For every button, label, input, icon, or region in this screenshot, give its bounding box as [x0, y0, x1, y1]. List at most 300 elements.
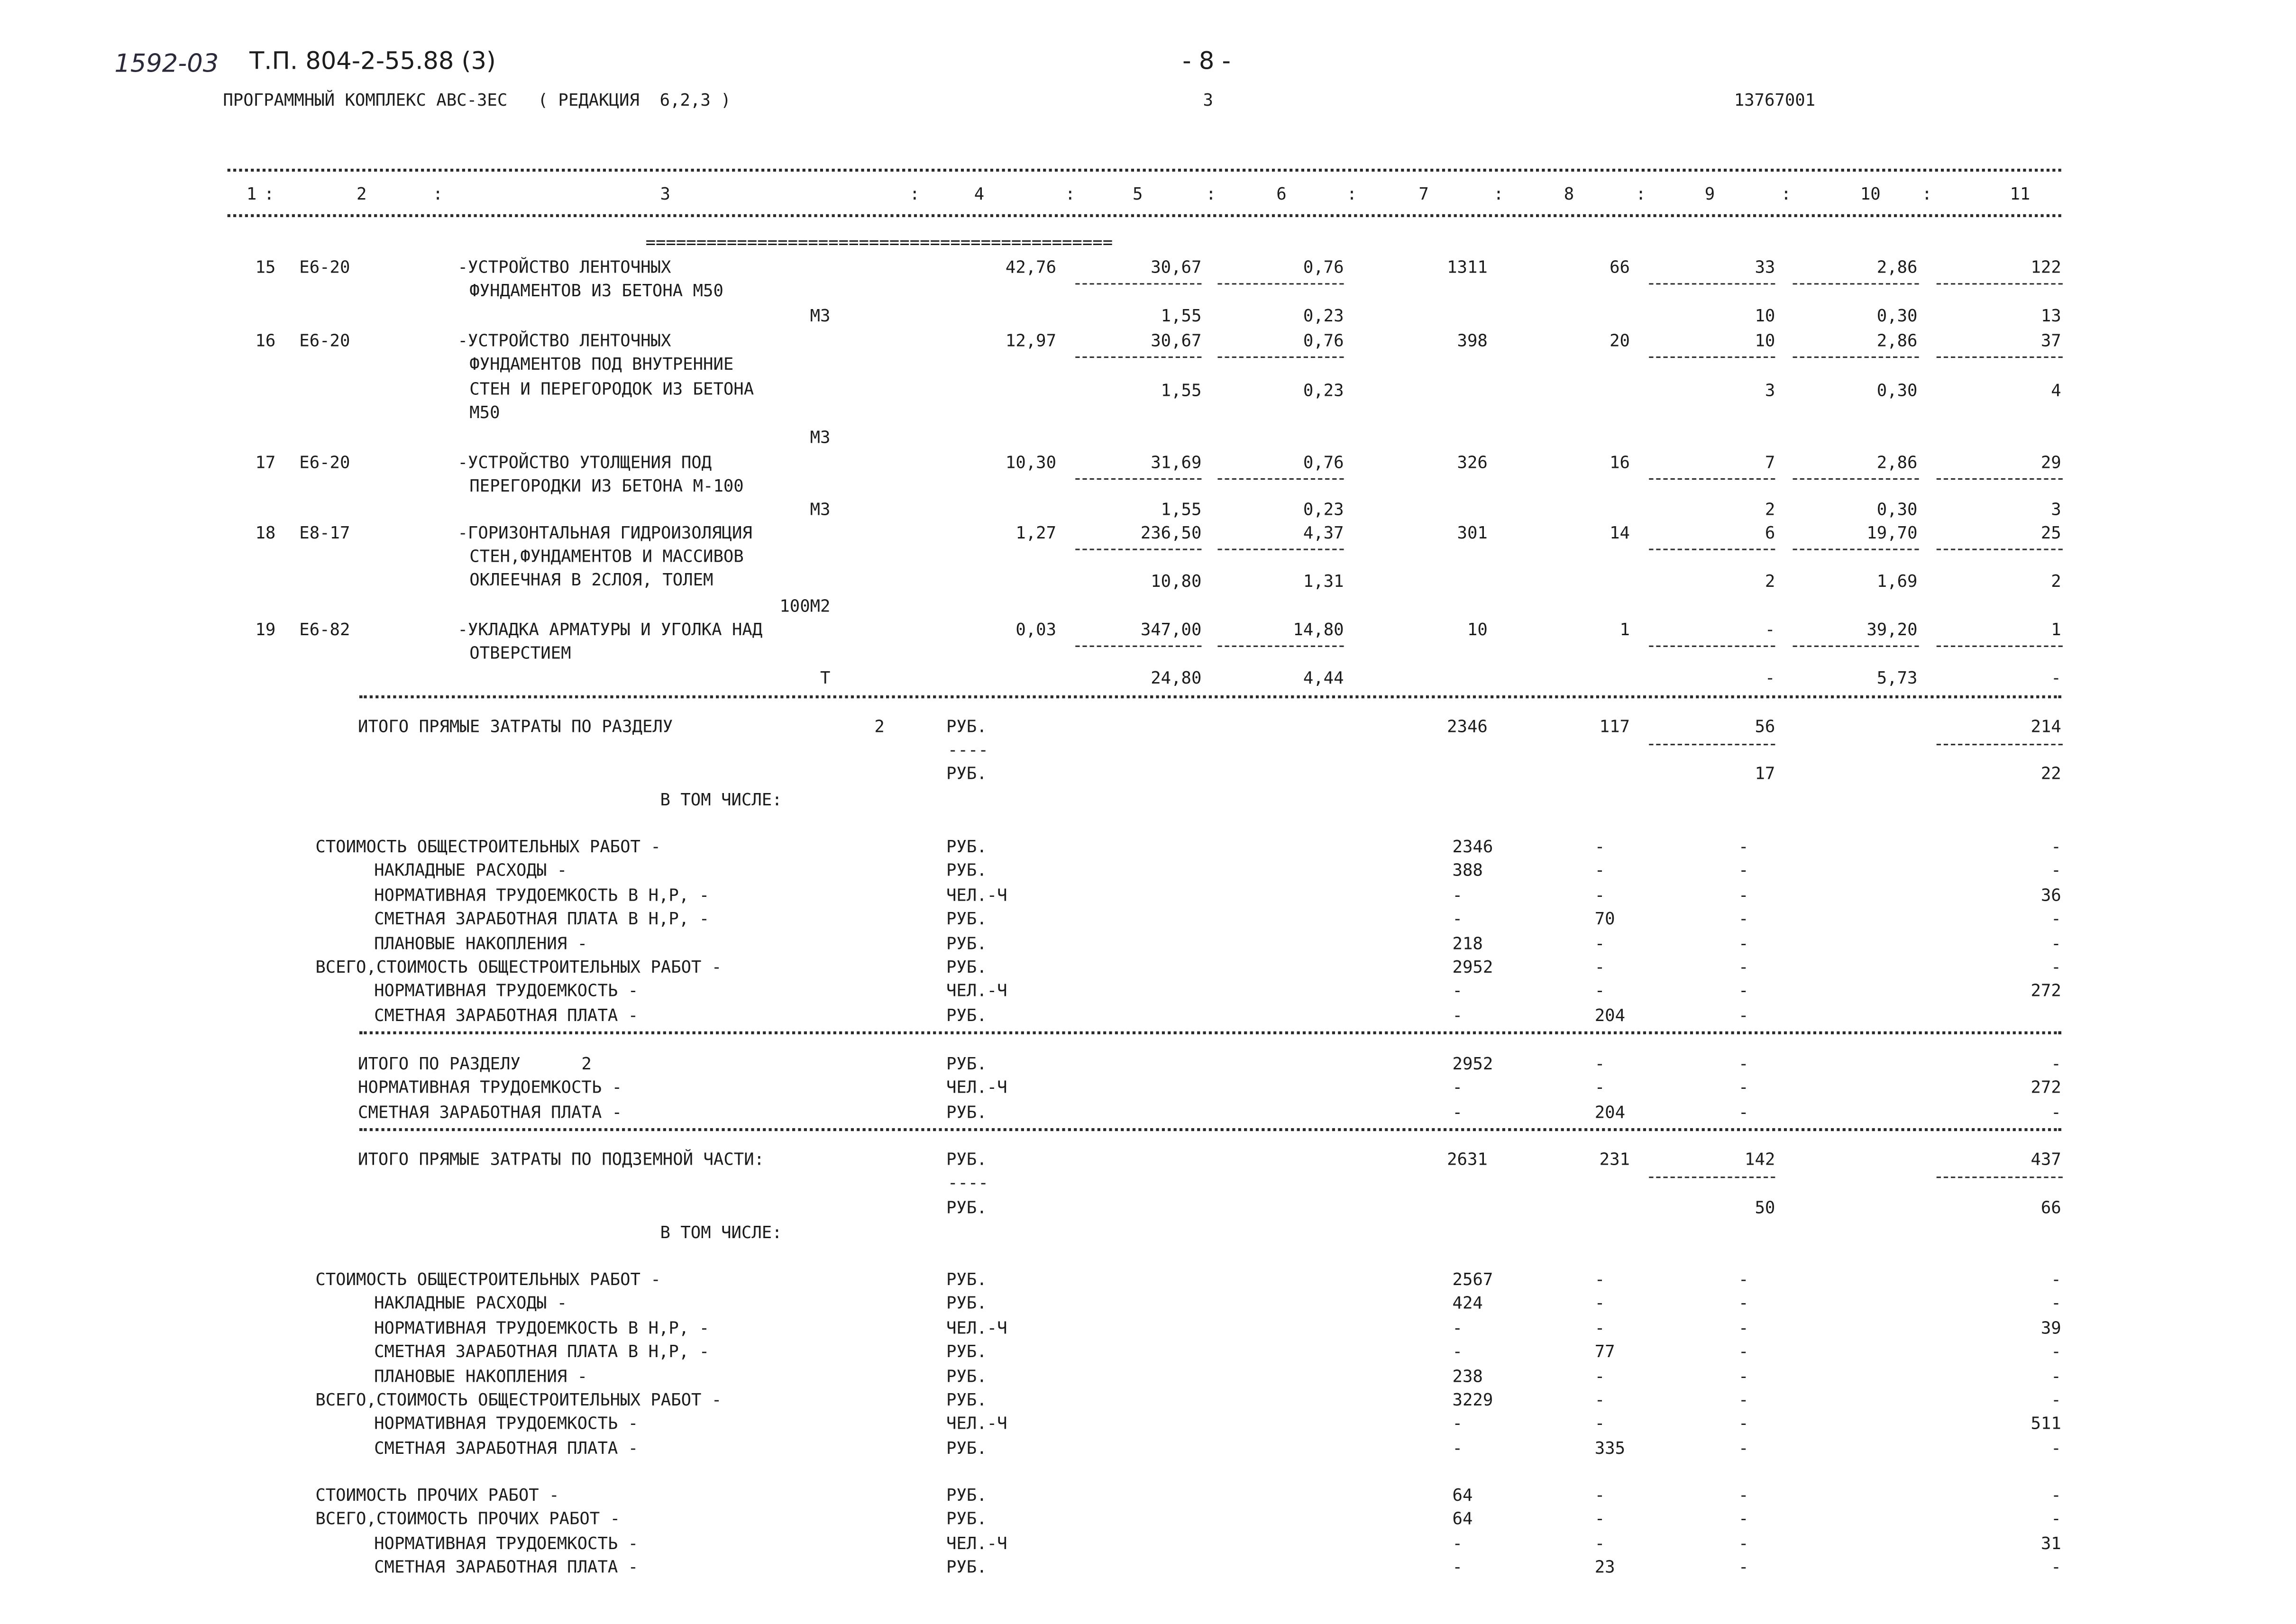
- item-labor-rate: 2,86: [1876, 330, 1918, 351]
- unit-label: РУБ.: [946, 716, 987, 737]
- summary-wage: -: [1594, 1533, 1605, 1553]
- summary-machine: -: [1738, 1341, 1749, 1362]
- summary-label: СМЕТНАЯ ЗАРАБОТНАЯ ПЛАТА -: [374, 1437, 639, 1458]
- summary-unit: РУБ.: [946, 932, 987, 953]
- summary-machine: -: [1738, 860, 1749, 881]
- summary-label: ПЛАНОВЫЕ НАКОПЛЕНИЯ -: [374, 1365, 588, 1386]
- summary-wage: 23: [1594, 1557, 1615, 1578]
- item-description: ОКЛЕЕЧНАЯ В 2СЛОЯ, ТОЛЕМ: [469, 569, 713, 590]
- summary-label: НОРМАТИВНАЯ ТРУДОЕМКОСТЬ В Н,Р, -: [374, 1317, 710, 1338]
- item-total-cost: 1311: [1447, 256, 1488, 277]
- item-machine-cost: 33: [1755, 256, 1775, 277]
- summary-cost: 388: [1452, 860, 1483, 881]
- subtotal-dash: [1075, 548, 1201, 550]
- total-wage: 231: [1599, 1149, 1630, 1169]
- summary-label: НОРМАТИВНАЯ ТРУДОЕМКОСТЬ -: [374, 1413, 639, 1434]
- summary-wage: -: [1594, 1317, 1605, 1338]
- item-quantity: 0,03: [1015, 619, 1057, 640]
- summary-unit: РУБ.: [946, 836, 987, 857]
- rule: [228, 169, 2061, 172]
- item-total-wage: 1: [1619, 619, 1630, 640]
- summary-unit: ЧЕЛ.-Ч: [946, 1077, 1007, 1098]
- underground-total-title: ИТОГО ПРЯМЫЕ ЗАТРАТЫ ПО ПОДЗЕМНОЙ ЧАСТИ:: [358, 1149, 765, 1169]
- summary-labor: 272: [2031, 1077, 2061, 1098]
- summary-wage: 70: [1594, 908, 1615, 929]
- total-machine: 142: [1745, 1149, 1775, 1169]
- summary-label: СМЕТНАЯ ЗАРАБОТНАЯ ПЛАТА -: [374, 1557, 639, 1578]
- item-number: 18: [255, 522, 276, 543]
- summary-labor: -: [2051, 1389, 2061, 1410]
- summary-unit: РУБ.: [946, 860, 987, 881]
- summary-label: СМЕТНАЯ ЗАРАБОТНАЯ ПЛАТА -: [358, 1101, 622, 1122]
- item-total-cost: 398: [1457, 330, 1488, 351]
- summary-unit: ЧЕЛ.-Ч: [946, 980, 1007, 1001]
- item-quantity: 12,97: [1005, 330, 1057, 351]
- summary-labor: -: [2051, 908, 2061, 929]
- item-machine-wage: 2: [1765, 570, 1775, 592]
- column-number: 8: [1564, 183, 1574, 204]
- subtotal-dash: [1649, 744, 1775, 745]
- summary-wage: -: [1594, 1293, 1605, 1314]
- code-right: 13767001: [1734, 89, 1816, 110]
- item-unit: 100М2: [779, 595, 831, 616]
- section-total-title: ИТОГО ПРЯМЫЕ ЗАТРАТЫ ПО РАЗДЕЛУ: [358, 716, 673, 737]
- column-number: 5: [1132, 183, 1143, 204]
- rule: [228, 214, 2061, 217]
- summary-wage: -: [1594, 1413, 1605, 1434]
- item-description: -УСТРОЙСТВО ЛЕНТОЧНЫХ: [457, 330, 671, 351]
- summary-machine: -: [1738, 908, 1749, 929]
- total-cost: 2631: [1447, 1149, 1488, 1169]
- item-total-wage: 16: [1610, 452, 1630, 473]
- subtotal-dash: [1649, 1177, 1775, 1178]
- column-number: 10: [1860, 183, 1881, 204]
- column-separator: :: [1493, 183, 1504, 204]
- subtotal-dash: [1075, 283, 1201, 284]
- item-description: ФУНДАМЕНТОВ ИЗ БЕТОНА М50: [469, 280, 723, 301]
- summary-unit: РУБ.: [946, 1269, 987, 1290]
- summary-wage: 77: [1594, 1341, 1615, 1362]
- subtotal-dash: [1075, 646, 1201, 647]
- item-machine-cost: 10: [1755, 330, 1775, 351]
- summary-labor: -: [2051, 1053, 2061, 1074]
- page-number: - 8 -: [1182, 47, 1231, 75]
- summary-label: СТОИМОСТЬ ПРОЧИХ РАБОТ -: [315, 1485, 559, 1505]
- item-code: Е6-20: [299, 256, 350, 277]
- summary-machine: -: [1738, 1101, 1749, 1122]
- subtotal-dash: [1217, 356, 1344, 358]
- summary-unit: РУБ.: [946, 1341, 987, 1362]
- subtotal-dash: [1217, 548, 1344, 550]
- total-machine-wage: 50: [1755, 1197, 1775, 1218]
- item-labor-total: 29: [2040, 452, 2061, 473]
- total-labor: 214: [2031, 716, 2061, 737]
- column-separator: :: [1636, 183, 1646, 204]
- summary-wage: -: [1594, 1508, 1605, 1530]
- item-unit-cost-machine: 1,55: [1161, 305, 1202, 326]
- item-unit-cost-machine: 24,80: [1151, 667, 1202, 688]
- summary-cost: 2567: [1452, 1269, 1493, 1290]
- summary-cost: -: [1452, 1557, 1463, 1578]
- item-labor-rate-machine: 1,69: [1876, 570, 1918, 592]
- item-machine-cost: 7: [1765, 452, 1775, 473]
- summary-wage: 335: [1594, 1437, 1626, 1458]
- item-quantity: 10,30: [1005, 452, 1057, 473]
- item-machine-wage: -: [1765, 667, 1775, 688]
- total-labor: 437: [2031, 1149, 2061, 1169]
- summary-machine: -: [1738, 1317, 1749, 1338]
- item-number: 17: [255, 452, 276, 473]
- column-separator: :: [1781, 183, 1792, 204]
- item-labor-rate: 2,86: [1876, 256, 1918, 277]
- code-left: 3: [1203, 89, 1213, 110]
- summary-labor: 39: [2040, 1317, 2061, 1338]
- item-code: Е6-82: [299, 619, 350, 640]
- subtotal-dash: [1649, 478, 1775, 480]
- subtotal-dash: [1793, 283, 1919, 284]
- summary-cost: 424: [1452, 1293, 1483, 1314]
- column-separator: :: [1065, 183, 1076, 204]
- subtotal-dash: [1793, 478, 1919, 480]
- column-number: 6: [1276, 183, 1287, 204]
- summary-cost: 64: [1452, 1508, 1473, 1530]
- summary-wage: 204: [1594, 1004, 1626, 1025]
- subtotal-dash: [1217, 646, 1344, 647]
- item-total-cost: 301: [1457, 522, 1488, 543]
- item-unit-wage: 4,37: [1303, 522, 1344, 543]
- summary-machine: -: [1738, 1389, 1749, 1410]
- summary-label: ИТОГО ПО РАЗДЕЛУ 2: [358, 1053, 592, 1074]
- summary-unit: РУБ.: [946, 1557, 987, 1578]
- subtotal-dash: [1937, 548, 2063, 550]
- summary-machine: -: [1738, 980, 1749, 1001]
- summary-cost: -: [1452, 1437, 1463, 1458]
- summary-labor: -: [2051, 1508, 2061, 1530]
- summary-machine: -: [1738, 1508, 1749, 1530]
- summary-machine: -: [1738, 1365, 1749, 1386]
- unit-label: РУБ.: [946, 763, 987, 784]
- summary-labor: -: [2051, 860, 2061, 881]
- item-labor-total: 37: [2040, 330, 2061, 351]
- summary-machine: -: [1738, 1004, 1749, 1025]
- item-quantity: 1,27: [1015, 522, 1057, 543]
- item-description: ПЕРЕГОРОДКИ ИЗ БЕТОНА М-100: [469, 475, 744, 496]
- column-separator: :: [264, 183, 274, 204]
- subtotal-dash: [1649, 646, 1775, 647]
- item-unit-wage-machine: 4,44: [1303, 667, 1344, 688]
- summary-cost: -: [1452, 1077, 1463, 1098]
- summary-label: НАКЛАДНЫЕ РАСХОДЫ -: [374, 1293, 567, 1314]
- subtotal-dash: [1937, 646, 2063, 647]
- item-machine-cost: -: [1765, 619, 1775, 640]
- column-number: 11: [2010, 183, 2031, 204]
- item-description: ОТВЕРСТИЕМ: [469, 642, 571, 663]
- item-unit: М3: [810, 305, 831, 326]
- summary-cost: 218: [1452, 932, 1483, 953]
- summary-label: НОРМАТИВНАЯ ТРУДОЕМКОСТЬ В Н,Р, -: [374, 884, 710, 905]
- summary-label: ВСЕГО,СТОИМОСТЬ ПРОЧИХ РАБОТ -: [315, 1508, 621, 1530]
- summary-label: ВСЕГО,СТОИМОСТЬ ОБЩЕСТРОИТЕЛЬНЫХ РАБОТ -: [315, 956, 722, 977]
- summary-wage: -: [1594, 1485, 1605, 1505]
- item-code: Е6-20: [299, 330, 350, 351]
- item-description: ФУНДАМЕНТОВ ПОД ВНУТРЕННИЕ: [469, 353, 734, 374]
- summary-wage: -: [1594, 860, 1605, 881]
- subtotal-dash: [1075, 478, 1201, 480]
- document-number: Т.П. 804-2-55.88 (3): [249, 47, 496, 75]
- summary-labor: -: [2051, 1485, 2061, 1505]
- item-description: СТЕН И ПЕРЕГОРОДОК ИЗ БЕТОНА: [469, 378, 754, 399]
- item-total-wage: 20: [1610, 330, 1630, 351]
- item-unit-wage: 0,76: [1303, 256, 1344, 277]
- summary-machine: -: [1738, 1269, 1749, 1290]
- item-number: 15: [255, 256, 276, 277]
- summary-wage: -: [1594, 1269, 1605, 1290]
- summary-cost: -: [1452, 1533, 1463, 1553]
- item-code: Е6-20: [299, 452, 350, 473]
- summary-cost: -: [1452, 1317, 1463, 1338]
- item-unit-cost: 236,50: [1140, 522, 1202, 543]
- section-rule: [359, 695, 2061, 698]
- item-labor-rate: 2,86: [1876, 452, 1918, 473]
- summary-unit: ЧЕЛ.-Ч: [946, 1317, 1007, 1338]
- item-unit-cost: 30,67: [1151, 330, 1202, 351]
- summary-unit: РУБ.: [946, 1365, 987, 1386]
- summary-label: СТОИМОСТЬ ОБЩЕСТРОИТЕЛЬНЫХ РАБОТ -: [315, 1269, 661, 1290]
- item-unit-cost-machine: 1,55: [1161, 499, 1202, 520]
- summary-cost: 2952: [1452, 1053, 1493, 1074]
- unit-label: РУБ.: [946, 1197, 987, 1218]
- column-separator: :: [1346, 183, 1357, 204]
- summary-labor: -: [2051, 836, 2061, 857]
- summary-label: СТОИМОСТЬ ОБЩЕСТРОИТЕЛЬНЫХ РАБОТ -: [315, 836, 661, 857]
- subtotal-dash: [1937, 283, 2063, 284]
- item-labor-total: 122: [2031, 256, 2061, 277]
- subtotal-dash: [1937, 1177, 2063, 1178]
- item-machine-wage: 2: [1765, 499, 1775, 520]
- item-labor-total: 1: [2051, 619, 2061, 640]
- summary-unit: РУБ.: [946, 1101, 987, 1122]
- column-separator: :: [1206, 183, 1217, 204]
- unit-dash: ----: [948, 1172, 988, 1193]
- summary-cost: 64: [1452, 1485, 1473, 1505]
- summary-wage: -: [1594, 884, 1605, 905]
- summary-label: СМЕТНАЯ ЗАРАБОТНАЯ ПЛАТА -: [374, 1004, 639, 1025]
- column-number: 9: [1704, 183, 1715, 204]
- unit-label: РУБ.: [946, 1149, 987, 1169]
- summary-labor: 31: [2040, 1533, 2061, 1553]
- summary-machine: -: [1738, 1293, 1749, 1314]
- summary-label: ВСЕГО,СТОИМОСТЬ ОБЩЕСТРОИТЕЛЬНЫХ РАБОТ -: [315, 1389, 722, 1410]
- unit-dash: ----: [948, 739, 988, 760]
- item-unit-wage-machine: 1,31: [1303, 570, 1344, 592]
- summary-machine: -: [1738, 1437, 1749, 1458]
- summary-wage: -: [1594, 1389, 1605, 1410]
- including-heading: В ТОМ ЧИСЛЕ:: [660, 789, 782, 810]
- subtotal-dash: [1937, 478, 2063, 480]
- subtotal-dash: [1649, 356, 1775, 358]
- column-number: 3: [660, 183, 670, 204]
- summary-unit: РУБ.: [946, 1508, 987, 1530]
- summary-wage: -: [1594, 1077, 1605, 1098]
- summary-label: НОРМАТИВНАЯ ТРУДОЕМКОСТЬ -: [374, 1533, 639, 1553]
- item-machine-wage: 10: [1755, 305, 1775, 326]
- summary-cost: 2346: [1452, 836, 1493, 857]
- summary-cost: 238: [1452, 1365, 1483, 1386]
- item-labor-total: 25: [2040, 522, 2061, 543]
- summary-labor: -: [2051, 1365, 2061, 1386]
- archive-stamp: 1592-03: [114, 50, 219, 80]
- item-quantity: 42,76: [1005, 256, 1057, 277]
- summary-label: СМЕТНАЯ ЗАРАБОТНАЯ ПЛАТА В Н,Р, -: [374, 1341, 710, 1362]
- item-machine-wage: 3: [1765, 380, 1775, 401]
- item-description: -УСТРОЙСТВО ЛЕНТОЧНЫХ: [457, 256, 671, 277]
- summary-unit: РУБ.: [946, 1437, 987, 1458]
- item-unit-cost-machine: 1,55: [1161, 380, 1202, 401]
- summary-machine: -: [1738, 1413, 1749, 1434]
- column-separator: :: [1921, 183, 1932, 204]
- summary-machine: -: [1738, 956, 1749, 977]
- summary-unit: РУБ.: [946, 956, 987, 977]
- summary-labor: -: [2051, 1101, 2061, 1122]
- item-code: Е8-17: [299, 522, 350, 543]
- summary-labor: 511: [2031, 1413, 2061, 1434]
- item-labor-machine: 3: [2051, 499, 2061, 520]
- summary-cost: -: [1452, 1341, 1463, 1362]
- summary-wage: -: [1594, 1365, 1605, 1386]
- summary-wage: -: [1594, 956, 1605, 977]
- total-cost: 2346: [1447, 716, 1488, 737]
- item-unit-cost: 347,00: [1140, 619, 1202, 640]
- subtotal-dash: [1217, 478, 1344, 480]
- summary-machine: -: [1738, 1557, 1749, 1578]
- subtotal-dash: [1937, 356, 2063, 358]
- summary-label: ПЛАНОВЫЕ НАКОПЛЕНИЯ -: [374, 932, 588, 953]
- item-unit-wage-machine: 0,23: [1303, 305, 1344, 326]
- summary-wage: -: [1594, 836, 1605, 857]
- item-machine-cost: 6: [1765, 522, 1775, 543]
- item-unit-cost: 31,69: [1151, 452, 1202, 473]
- item-unit-cost: 30,67: [1151, 256, 1202, 277]
- summary-unit: РУБ.: [946, 1389, 987, 1410]
- summary-wage: -: [1594, 932, 1605, 953]
- item-unit-wage: 14,80: [1293, 619, 1344, 640]
- summary-machine: -: [1738, 932, 1749, 953]
- item-total-wage: 14: [1610, 522, 1630, 543]
- section-rule: [359, 1031, 2061, 1034]
- equals-line: ==============================================: [645, 231, 1113, 253]
- summary-cost: -: [1452, 908, 1463, 929]
- item-unit-wage-machine: 0,23: [1303, 380, 1344, 401]
- subtotal-dash: [1793, 548, 1919, 550]
- item-description: СТЕН,ФУНДАМЕНТОВ И МАССИВОВ: [469, 546, 744, 566]
- summary-labor: -: [2051, 1341, 2061, 1362]
- item-description: -ГОРИЗОНТАЛЬНАЯ ГИДРОИЗОЛЯЦИЯ: [457, 522, 752, 543]
- subtotal-dash: [1793, 646, 1919, 647]
- summary-machine: -: [1738, 1533, 1749, 1553]
- summary-unit: РУБ.: [946, 1004, 987, 1025]
- summary-cost: -: [1452, 1101, 1463, 1122]
- total-labor-machine: 66: [2040, 1197, 2061, 1218]
- summary-machine: -: [1738, 884, 1749, 905]
- summary-cost: 2952: [1452, 956, 1493, 977]
- summary-cost: -: [1452, 1413, 1463, 1434]
- summary-labor: 36: [2040, 884, 2061, 905]
- summary-label: НОРМАТИВНАЯ ТРУДОЕМКОСТЬ -: [358, 1077, 622, 1098]
- item-labor-rate: 19,70: [1866, 522, 1918, 543]
- item-unit: М3: [810, 499, 831, 520]
- column-separator: :: [432, 183, 443, 204]
- column-number: 4: [974, 183, 985, 204]
- summary-machine: -: [1738, 836, 1749, 857]
- item-labor-machine: 4: [2051, 380, 2061, 401]
- item-description: -УСТРОЙСТВО УТОЛЩЕНИЯ ПОД: [457, 452, 712, 473]
- summary-wage: -: [1594, 1053, 1605, 1074]
- subtotal-dash: [1649, 283, 1775, 284]
- summary-labor: -: [2051, 1557, 2061, 1578]
- summary-labor: 272: [2031, 980, 2061, 1001]
- summary-labor: -: [2051, 1293, 2061, 1314]
- summary-label: НАКЛАДНЫЕ РАСХОДЫ -: [374, 860, 567, 881]
- summary-cost: -: [1452, 980, 1463, 1001]
- summary-label: НОРМАТИВНАЯ ТРУДОЕМКОСТЬ -: [374, 980, 639, 1001]
- summary-unit: РУБ.: [946, 908, 987, 929]
- summary-wage: -: [1594, 980, 1605, 1001]
- item-unit-wage: 0,76: [1303, 452, 1344, 473]
- summary-unit: РУБ.: [946, 1053, 987, 1074]
- total-machine-wage: 17: [1755, 763, 1775, 784]
- summary-labor: -: [2051, 956, 2061, 977]
- item-unit-wage: 0,76: [1303, 330, 1344, 351]
- item-total-wage: 66: [1610, 256, 1630, 277]
- item-description: -УКЛАДКА АРМАТУРЫ И УГОЛКА НАД: [457, 619, 763, 640]
- item-labor-rate-machine: 0,30: [1876, 499, 1918, 520]
- summary-cost: -: [1452, 884, 1463, 905]
- item-total-cost: 326: [1457, 452, 1488, 473]
- item-number: 19: [255, 619, 276, 640]
- summary-labor: -: [2051, 932, 2061, 953]
- summary-machine: -: [1738, 1053, 1749, 1074]
- summary-cost: -: [1452, 1004, 1463, 1025]
- item-labor-machine: 13: [2040, 305, 2061, 326]
- item-unit-cost-machine: 10,80: [1151, 570, 1202, 592]
- item-labor-machine: -: [2051, 667, 2061, 688]
- summary-cost: 3229: [1452, 1389, 1493, 1410]
- summary-unit: ЧЕЛ.-Ч: [946, 1413, 1007, 1434]
- total-wage: 117: [1599, 716, 1630, 737]
- column-number: 1: [246, 183, 257, 204]
- item-labor-rate-machine: 0,30: [1876, 305, 1918, 326]
- summary-unit: РУБ.: [946, 1485, 987, 1505]
- item-labor-rate-machine: 0,30: [1876, 380, 1918, 401]
- summary-machine: -: [1738, 1485, 1749, 1505]
- total-machine: 56: [1755, 716, 1775, 737]
- section-number: 2: [874, 716, 885, 737]
- summary-labor: -: [2051, 1269, 2061, 1290]
- summary-unit: РУБ.: [946, 1293, 987, 1314]
- item-labor-rate-machine: 5,73: [1876, 667, 1918, 688]
- summary-machine: -: [1738, 1077, 1749, 1098]
- item-unit: М3: [810, 427, 831, 447]
- summary-unit: ЧЕЛ.-Ч: [946, 884, 1007, 905]
- column-number: 7: [1418, 183, 1429, 204]
- column-number: 2: [356, 183, 367, 204]
- subtotal-dash: [1649, 548, 1775, 550]
- column-separator: :: [909, 183, 920, 204]
- item-unit: Т: [820, 667, 831, 688]
- subtotal-dash: [1075, 356, 1201, 358]
- item-labor-rate: 39,20: [1866, 619, 1918, 640]
- item-labor-machine: 2: [2051, 570, 2061, 592]
